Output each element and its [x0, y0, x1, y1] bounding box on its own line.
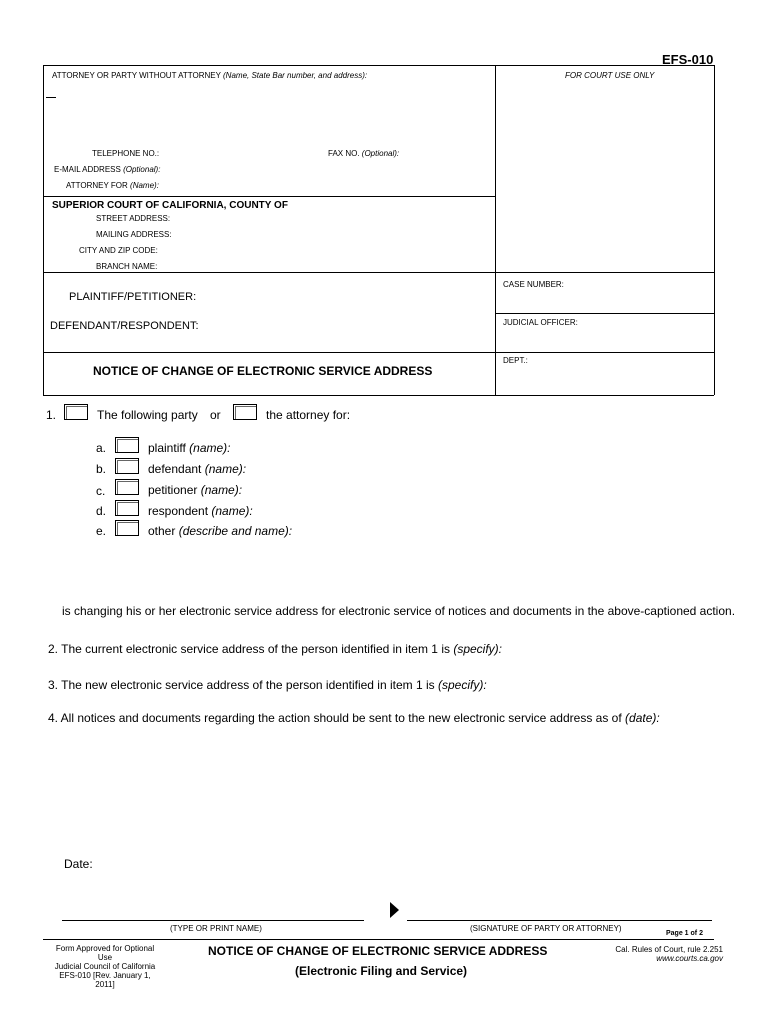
footer-rule — [43, 939, 714, 940]
footer-subtitle: (Electronic Filing and Service) — [295, 964, 468, 978]
attorney-for-checkbox[interactable] — [233, 404, 257, 420]
dept-label: DEPT.: — [503, 356, 528, 365]
other-describe-input[interactable] — [148, 540, 706, 594]
option-letter: a. — [96, 441, 107, 455]
footer-title: NOTICE OF CHANGE OF ELECTRONIC SERVICE ADDRESS — [208, 944, 548, 958]
street-address-input[interactable] — [160, 210, 494, 224]
page-number: Page 1 of 2 — [666, 930, 703, 937]
case-number-input[interactable] — [503, 292, 712, 310]
following-party-checkbox[interactable] — [64, 404, 88, 420]
petitioner-checkbox[interactable] — [115, 479, 139, 495]
attorney-name-address-input[interactable] — [50, 86, 494, 138]
print-name-input[interactable] — [62, 900, 368, 920]
other-checkbox[interactable] — [115, 520, 139, 536]
signature-arrow-icon — [390, 902, 399, 918]
telephone-label: TELEPHONE NO.: — [92, 149, 160, 158]
print-name-line — [62, 920, 364, 921]
option-label: defendant (name): — [148, 462, 247, 476]
or-label: or — [210, 408, 221, 422]
current-address-input[interactable] — [62, 658, 706, 674]
form-approval: Form Approved for Optional Use Judicial Council of California EFS-010 [Rev. January 1, 2011] — [54, 944, 156, 989]
branch-name-label: BRANCH NAME: — [96, 262, 158, 271]
option-label: respondent (name): — [148, 504, 253, 518]
item4-text: 4. All notices and documents regarding the action should be sent to the new electronic service address as of (date): — [48, 711, 660, 725]
mailing-address-input[interactable] — [160, 226, 494, 240]
option-label: other (describe and name): — [148, 524, 293, 538]
courts-website-link[interactable]: www.courts.ca.gov — [656, 954, 723, 963]
new-address-input[interactable] — [62, 694, 706, 710]
option-label: plaintiff (name): — [148, 441, 231, 455]
fax-label: FAX NO. (Optional): — [328, 149, 400, 158]
attorney-for-item-label: the attorney for: — [266, 408, 351, 422]
defendant-checkbox[interactable] — [115, 458, 139, 474]
defendant-label: DEFENDANT/RESPONDENT: — [50, 320, 199, 332]
attorney-label: ATTORNEY OR PARTY WITHOUT ATTORNEY (Name, State Bar number, and address): — [52, 71, 368, 80]
notice-title: NOTICE OF CHANGE OF ELECTRONIC SERVICE ADDRESS — [93, 364, 433, 378]
changing-statement: is changing his or her electronic service address for electronic service of notices and documents in the above-captioned action. — [62, 604, 736, 618]
case-number-label: CASE NUMBER: — [503, 280, 564, 289]
petitioner-name-input[interactable] — [242, 481, 706, 497]
city-zip-input[interactable] — [160, 242, 494, 256]
option-letter: c. — [96, 484, 106, 498]
defendant-name-input[interactable] — [245, 460, 706, 476]
effective-date-input[interactable] — [630, 710, 714, 726]
email-input[interactable] — [160, 161, 494, 175]
plaintiff-name-input[interactable] — [232, 439, 706, 455]
form-id: EFS-010 — [662, 52, 714, 67]
option-letter: d. — [96, 504, 107, 518]
signature-line — [407, 920, 712, 921]
city-zip-label: CITY AND ZIP CODE: — [79, 246, 158, 255]
attorney-for-label: ATTORNEY FOR (Name): — [66, 181, 159, 190]
print-name-caption: (TYPE OR PRINT NAME) — [170, 924, 262, 933]
judicial-officer-input[interactable] — [503, 330, 712, 348]
email-label: E-MAIL ADDRESS (Optional): — [54, 165, 161, 174]
option-label: petitioner (name): — [148, 483, 243, 497]
item3-text: 3. The new electronic service address of the person identified in item 1 is (specify): — [48, 678, 487, 692]
respondent-checkbox[interactable] — [115, 500, 139, 516]
field-marker — [46, 97, 56, 98]
item2-text: 2. The current electronic service address of the person identified in item 1 is (specify): — [48, 642, 503, 656]
mailing-address-label: MAILING ADDRESS: — [96, 230, 172, 239]
date-input[interactable] — [100, 855, 304, 871]
street-address-label: STREET ADDRESS: — [96, 214, 171, 223]
plaintiff-label: PLAINTIFF/PETITIONER: — [69, 291, 197, 303]
item1-number: 1. — [46, 408, 57, 422]
judicial-officer-label: JUDICIAL OFFICER: — [503, 318, 578, 327]
plaintiff-input[interactable] — [195, 289, 494, 305]
plaintiff-checkbox[interactable] — [115, 437, 139, 453]
signature-input[interactable] — [407, 900, 716, 920]
date-label: Date: — [64, 857, 93, 871]
dept-input[interactable] — [503, 368, 712, 390]
attorney-for-input[interactable] — [160, 177, 494, 191]
rule-reference: Cal. Rules of Court, rule 2.251 www.courts.ca.gov — [600, 945, 723, 963]
branch-name-input[interactable] — [160, 258, 494, 272]
court-use-label: FOR COURT USE ONLY — [565, 71, 655, 80]
option-letter: b. — [96, 462, 107, 476]
court-title: SUPERIOR COURT OF CALIFORNIA, COUNTY OF — [52, 200, 288, 211]
telephone-input[interactable] — [160, 145, 324, 159]
following-party-label: The following party — [97, 408, 198, 422]
fax-input[interactable] — [400, 145, 494, 159]
defendant-input[interactable] — [195, 318, 494, 334]
respondent-name-input[interactable] — [252, 502, 706, 518]
option-letter: e. — [96, 524, 107, 538]
signature-caption: (SIGNATURE OF PARTY OR ATTORNEY) — [470, 924, 622, 933]
